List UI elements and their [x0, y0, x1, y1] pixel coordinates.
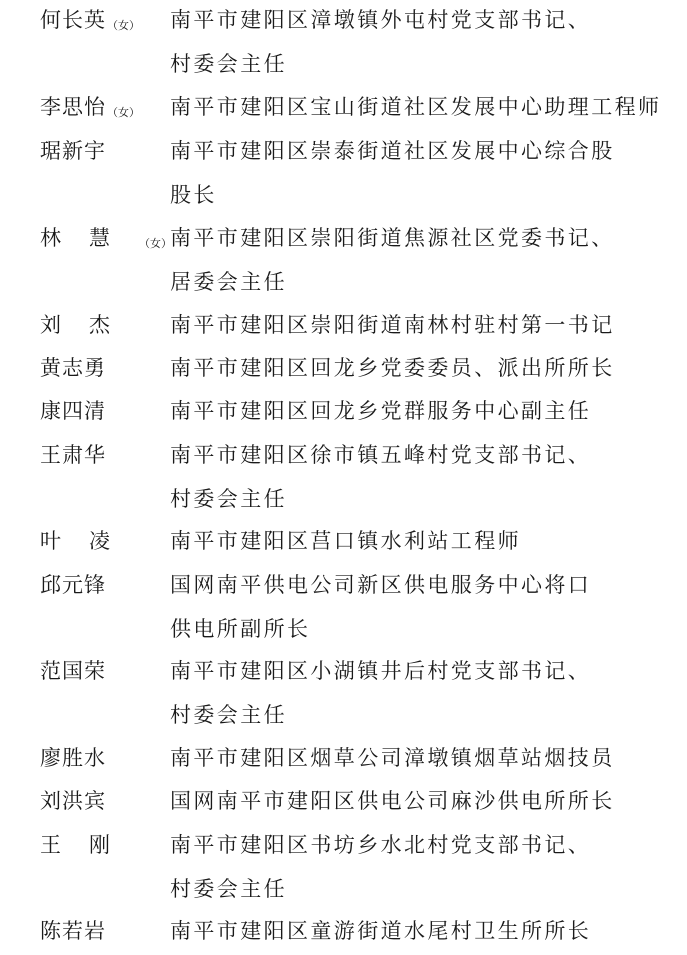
gender-mark: （女） — [139, 237, 172, 250]
person-name-text: 王刚 — [40, 833, 138, 857]
position-line: 南平市建阳区童游街道水尾村卫生所所长 — [170, 919, 592, 943]
person-name — [40, 440, 166, 470]
person-name — [40, 743, 166, 773]
person-name-text: 林慧 — [40, 226, 138, 250]
person-name-text: 刘杰 — [40, 313, 138, 337]
position-line: 南平市建阳区书坊乡水北村党支部书记、 — [170, 833, 592, 857]
position-line: 股长 — [170, 183, 217, 207]
person-name — [40, 526, 166, 556]
person-name-text: 何长英 — [40, 8, 106, 32]
person-name — [40, 916, 166, 946]
person-name-text: 琚新宇 — [40, 139, 106, 163]
position-line: 村委会主任 — [170, 703, 287, 727]
person-name-text: 康四清 — [40, 399, 106, 423]
position-line: 南平市建阳区徐市镇五峰村党支部书记、 — [170, 443, 592, 467]
person-name — [40, 570, 166, 600]
person-name — [40, 353, 166, 383]
person-name-text: 陈若岩 — [40, 919, 106, 943]
person-name — [40, 396, 166, 426]
person-name — [40, 786, 166, 816]
position-line: 南平市建阳区崇阳街道焦源社区党委书记、 — [170, 226, 615, 250]
position-line: 国网南平供电公司新区供电服务中心将口 — [170, 573, 592, 597]
position-line: 南平市建阳区小湖镇井后村党支部书记、 — [170, 659, 592, 683]
person-name-text: 黄志勇 — [40, 356, 106, 380]
person-name — [40, 830, 166, 860]
position-line: 村委会主任 — [170, 877, 287, 901]
position-line: 南平市建阳区莒口镇水利站工程师 — [170, 529, 521, 553]
gender-mark: （女） — [107, 106, 140, 119]
position-line: 南平市建阳区漳墩镇外屯村党支部书记、 — [170, 8, 592, 32]
person-name-text: 邱元锋 — [40, 573, 106, 597]
person-name-text: 刘洪宾 — [40, 789, 106, 813]
gender-mark: （女） — [107, 19, 140, 32]
person-name-text: 廖胜水 — [40, 746, 106, 770]
person-name — [40, 656, 166, 686]
person-name-text: 王肃华 — [40, 443, 106, 467]
person-name-text: 李思怡 — [40, 95, 106, 119]
person-name — [40, 92, 166, 122]
position-line: 南平市建阳区回龙乡党群服务中心副主任 — [170, 399, 592, 423]
person-name — [40, 136, 166, 166]
person-name — [40, 310, 166, 340]
position-line: 南平市建阳区回龙乡党委委员、派出所所长 — [170, 356, 615, 380]
person-name — [40, 223, 172, 253]
person-name-text: 范国荣 — [40, 659, 106, 683]
position-line: 南平市建阳区崇阳街道南林村驻村第一书记 — [170, 313, 615, 337]
position-line: 居委会主任 — [170, 270, 287, 294]
position-line: 村委会主任 — [170, 52, 287, 76]
position-line: 南平市建阳区烟草公司漳墩镇烟草站烟技员 — [170, 746, 615, 770]
position-line: 国网南平市建阳区供电公司麻沙供电所所长 — [170, 789, 615, 813]
position-line: 南平市建阳区宝山街道社区发展中心助理工程师 — [170, 95, 662, 119]
position-line: 南平市建阳区崇泰街道社区发展中心综合股 — [170, 139, 615, 163]
person-name-text: 叶凌 — [40, 529, 138, 553]
person-name — [40, 5, 166, 35]
position-line: 村委会主任 — [170, 487, 287, 511]
position-line: 供电所副所长 — [170, 617, 311, 641]
